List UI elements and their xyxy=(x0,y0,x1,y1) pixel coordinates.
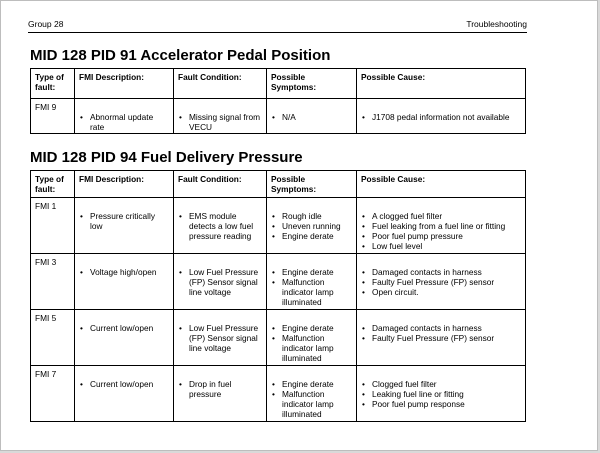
fmi-description-cell xyxy=(75,254,174,310)
possible-cause-list xyxy=(361,112,521,122)
bullet-item: • Low Fuel Pressure (FP) Sensor signal line voltage xyxy=(178,323,262,353)
fault-condition-cell xyxy=(174,99,267,134)
fault-condition-list xyxy=(178,211,262,241)
fault-condition-list xyxy=(178,112,262,132)
bullet-item: • Voltage high/open xyxy=(79,267,169,277)
table-row xyxy=(31,198,526,254)
fault-type-cell: FMI 5 xyxy=(31,310,75,366)
fault-condition-list xyxy=(178,323,262,353)
bullet-item: • Low Fuel Pressure (FP) Sensor signal line voltage xyxy=(178,267,262,297)
possible-symptoms-list xyxy=(271,112,352,122)
possible-cause-list xyxy=(361,379,521,409)
bullet-item: • Fuel leaking from a fuel line or fitting xyxy=(361,221,521,231)
bullet-item: • Engine derate xyxy=(271,379,352,389)
bullet-item: • Damaged contacts in harness xyxy=(361,267,521,277)
column-header: Fault Condition: xyxy=(174,69,267,99)
bullet-item: • Uneven running xyxy=(271,221,352,231)
bullet-item: • Damaged contacts in harness xyxy=(361,323,521,333)
table-header-row xyxy=(31,171,526,198)
possible-symptoms-cell xyxy=(267,254,357,310)
bullet-item: • Malfunction indicator lamp illuminated xyxy=(271,333,352,363)
fmi-description-list xyxy=(79,323,169,333)
fault-condition-list xyxy=(178,267,262,297)
possible-symptoms-list xyxy=(271,267,352,307)
bullet-item: • N/A xyxy=(271,112,352,122)
fault-condition-cell xyxy=(174,254,267,310)
bullet-item: • EMS module detects a low fuel pressure reading xyxy=(178,211,262,241)
column-header: Fault Condition: xyxy=(174,171,267,198)
bullet-item: • Current low/open xyxy=(79,323,169,333)
possible-cause-list xyxy=(361,267,521,297)
section-title-pid91: MID 128 PID 91 Accelerator Pedal Position xyxy=(30,47,331,64)
fault-condition-cell xyxy=(174,310,267,366)
bullet-item: • Engine derate xyxy=(271,323,352,333)
column-header: Type of fault: xyxy=(31,171,75,198)
possible-symptoms-cell xyxy=(267,366,357,422)
fmi-description-cell xyxy=(75,366,174,422)
fmi-description-cell xyxy=(75,310,174,366)
possible-symptoms-cell xyxy=(267,99,357,134)
column-header: Possible Symptoms: xyxy=(267,69,357,99)
possible-symptoms-list xyxy=(271,379,352,419)
bullet-item: • Poor fuel pump pressure xyxy=(361,231,521,241)
possible-cause-cell xyxy=(357,254,526,310)
possible-symptoms-cell xyxy=(267,310,357,366)
fault-type-cell: FMI 7 xyxy=(31,366,75,422)
possible-symptoms-list xyxy=(271,323,352,363)
bullet-item: • Abnormal update rate xyxy=(79,112,169,132)
possible-cause-cell xyxy=(357,366,526,422)
bullet-item: • Poor fuel pump response xyxy=(361,399,521,409)
column-header: Possible Cause: xyxy=(357,69,526,99)
fmi-description-list xyxy=(79,112,169,132)
table-row xyxy=(31,366,526,422)
table-row xyxy=(31,99,526,134)
possible-symptoms-cell xyxy=(267,198,357,254)
fmi-description-list xyxy=(79,267,169,277)
table-row xyxy=(31,254,526,310)
fault-condition-cell xyxy=(174,198,267,254)
fault-table-pid94 xyxy=(30,170,526,422)
header-group: Group 28 xyxy=(28,19,64,29)
column-header: FMI Description: xyxy=(75,171,174,198)
column-header: FMI Description: xyxy=(75,69,174,99)
bullet-item: • Current low/open xyxy=(79,379,169,389)
bullet-item: • Malfunction indicator lamp illuminated xyxy=(271,389,352,419)
possible-cause-cell xyxy=(357,99,526,134)
bullet-item: • Open circuit. xyxy=(361,287,521,297)
bullet-item: • Leaking fuel line or fitting xyxy=(361,389,521,399)
column-header: Possible Cause: xyxy=(357,171,526,198)
bullet-item: • Malfunction indicator lamp illuminated xyxy=(271,277,352,307)
page-header xyxy=(28,19,527,33)
bullet-item: • Faulty Fuel Pressure (FP) sensor xyxy=(361,333,521,343)
bullet-item: • J1708 pedal information not available xyxy=(361,112,521,122)
possible-cause-list xyxy=(361,211,521,251)
fault-condition-list xyxy=(178,379,262,399)
fmi-description-list xyxy=(79,379,169,389)
table-header-row xyxy=(31,69,526,99)
fault-type-cell: FMI 9 xyxy=(31,99,75,134)
fault-type-cell: FMI 1 xyxy=(31,198,75,254)
bullet-item: • Pressure critically low xyxy=(79,211,169,231)
fault-type-cell: FMI 3 xyxy=(31,254,75,310)
fmi-description-cell xyxy=(75,198,174,254)
bullet-item: • Engine derate xyxy=(271,267,352,277)
bullet-item: • Rough idle xyxy=(271,211,352,221)
bullet-item: • Missing signal from VECU xyxy=(178,112,262,132)
bullet-item: • Drop in fuel pressure xyxy=(178,379,262,399)
possible-cause-cell xyxy=(357,198,526,254)
bullet-item: • Faulty Fuel Pressure (FP) sensor xyxy=(361,277,521,287)
bullet-item: • A clogged fuel filter xyxy=(361,211,521,221)
fault-table-pid91 xyxy=(30,68,526,134)
section-title-pid94: MID 128 PID 94 Fuel Delivery Pressure xyxy=(30,149,303,166)
bullet-item: • Low fuel level xyxy=(361,241,521,251)
bullet-item: • Engine derate xyxy=(271,231,352,241)
column-header: Possible Symptoms: xyxy=(267,171,357,198)
bullet-item: • Clogged fuel filter xyxy=(361,379,521,389)
header-section: Troubleshooting xyxy=(466,19,527,29)
column-header: Type of fault: xyxy=(31,69,75,99)
header-divider xyxy=(28,32,527,33)
possible-symptoms-list xyxy=(271,211,352,241)
possible-cause-cell xyxy=(357,310,526,366)
fmi-description-cell xyxy=(75,99,174,134)
fault-condition-cell xyxy=(174,366,267,422)
table-row xyxy=(31,310,526,366)
fmi-description-list xyxy=(79,211,169,231)
possible-cause-list xyxy=(361,323,521,343)
